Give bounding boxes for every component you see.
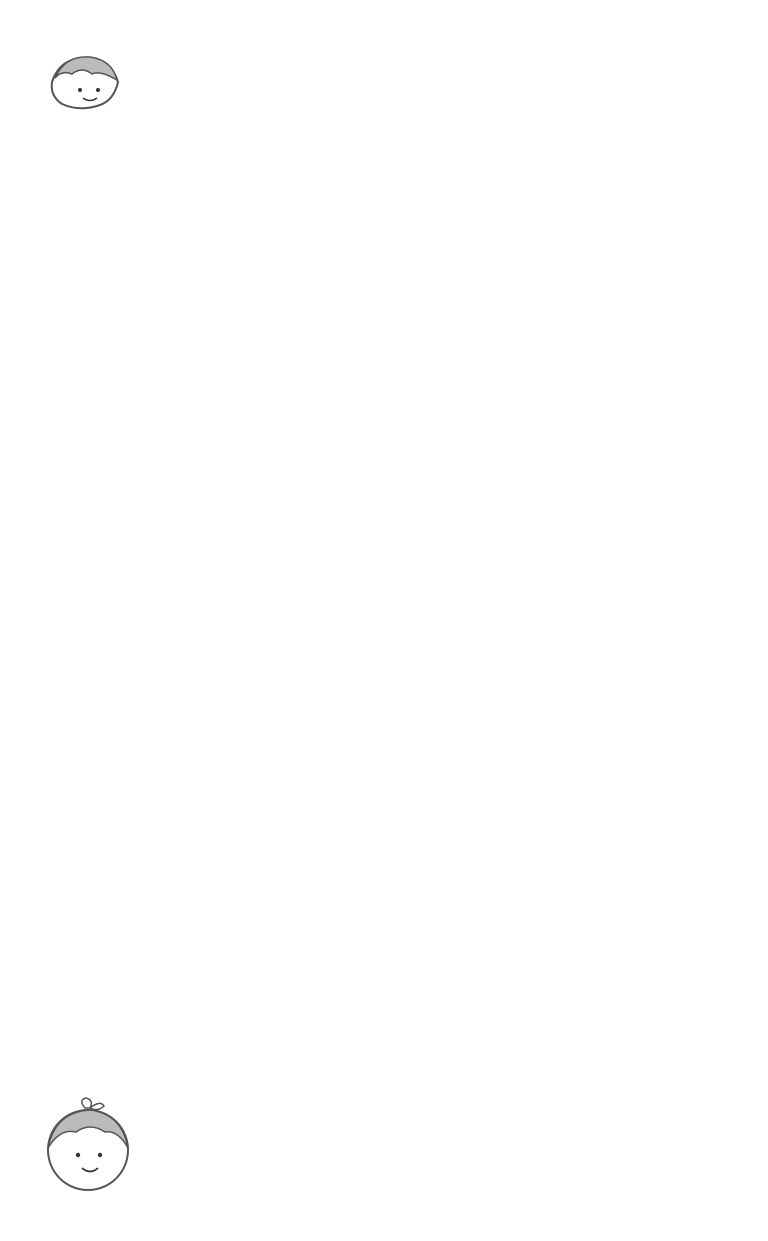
girl-face-icon xyxy=(48,1098,128,1190)
girl-face-icon xyxy=(52,57,118,108)
